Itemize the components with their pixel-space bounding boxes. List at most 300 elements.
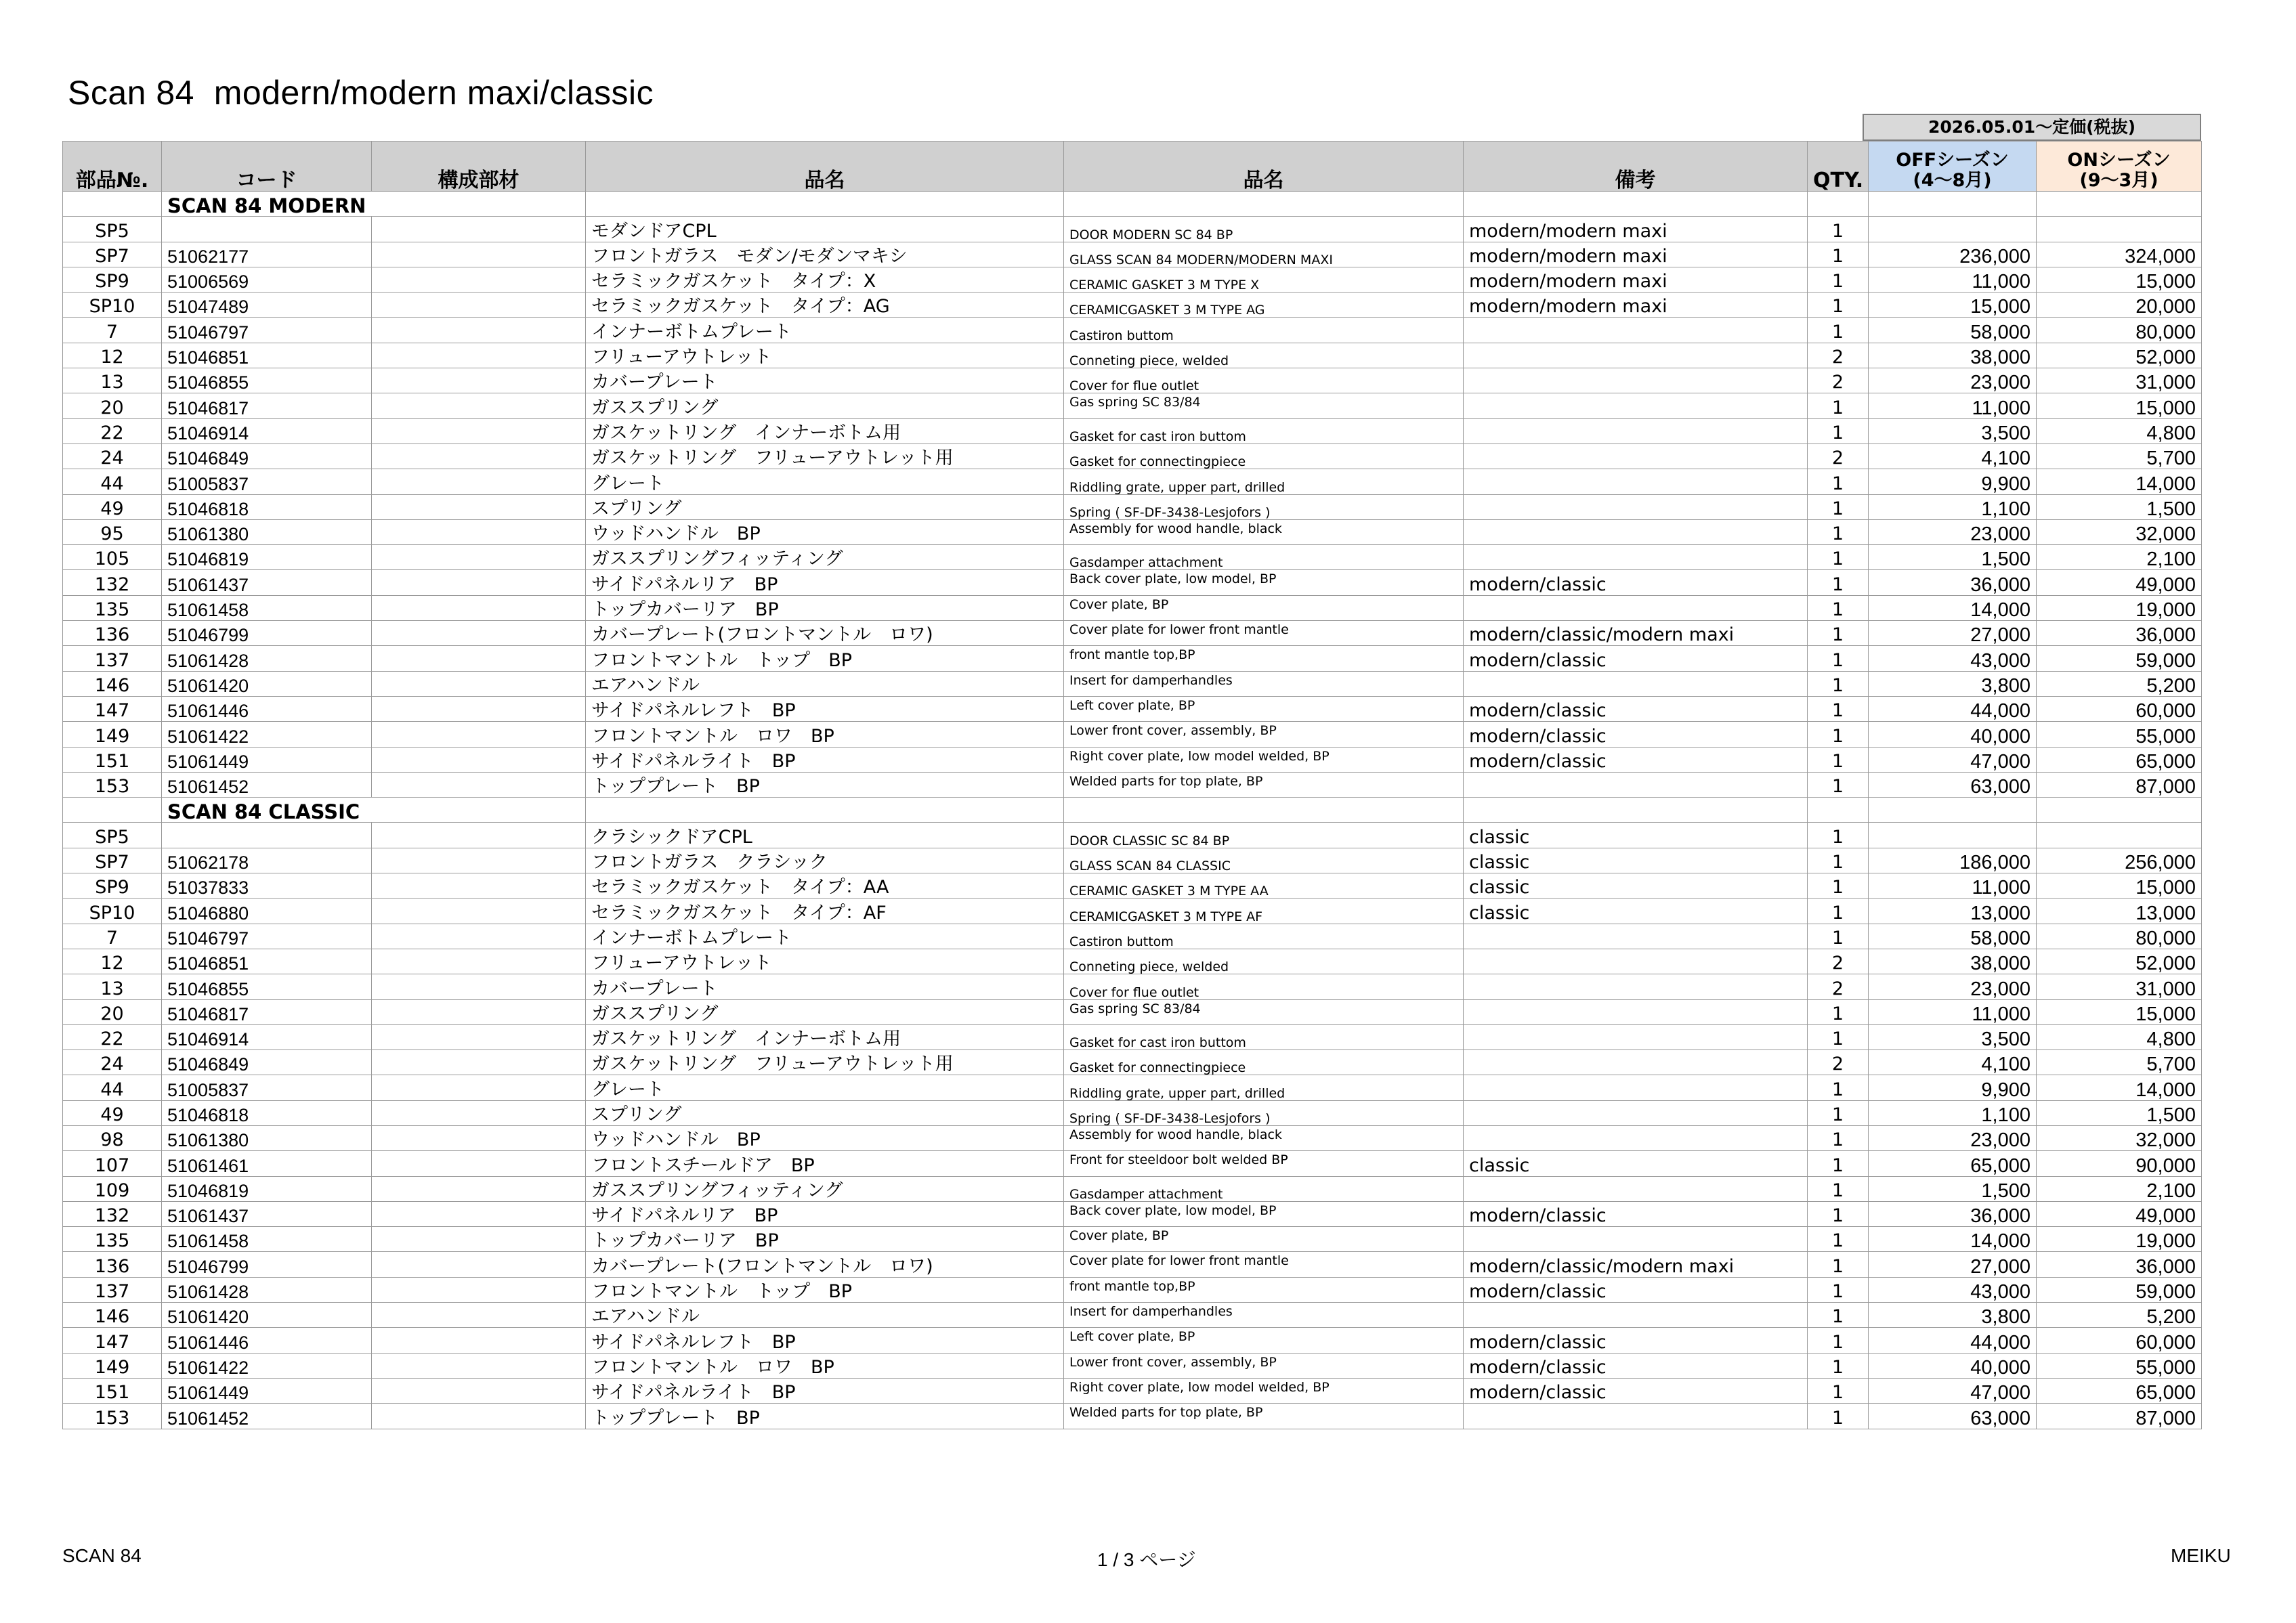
- remarks: modern/classic: [1464, 1201, 1808, 1226]
- on-season-price: 15,000: [2037, 267, 2202, 292]
- product-code: 51061461: [162, 1151, 372, 1176]
- component-cell: [372, 343, 586, 368]
- quantity: 1: [1808, 1151, 1869, 1176]
- part-number: 20: [63, 393, 162, 418]
- table-row: [63, 1227, 2202, 1252]
- remarks: [1464, 318, 1808, 343]
- quantity: 1: [1808, 1024, 1869, 1049]
- part-name-jp: クラシックドアCPL: [586, 823, 1064, 848]
- product-code: 51062178: [162, 848, 372, 873]
- on-season-price: 87,000: [2037, 772, 2202, 797]
- part-name-en: Left cover plate, BP: [1064, 696, 1464, 721]
- remarks: modern/modern maxi: [1464, 267, 1808, 292]
- table-row: [63, 1100, 2202, 1125]
- section-blank-cell: [63, 192, 162, 217]
- part-number: 49: [63, 1100, 162, 1125]
- off-season-price: 11,000: [1869, 267, 2037, 292]
- remarks: classic: [1464, 873, 1808, 899]
- product-code: 51061422: [162, 722, 372, 747]
- component-cell: [372, 1404, 586, 1429]
- section-blank-cell: [1808, 798, 1869, 823]
- table-row: [63, 343, 2202, 368]
- remarks: [1464, 974, 1808, 999]
- table-row: [63, 570, 2202, 595]
- quantity: 1: [1808, 696, 1869, 721]
- part-name-jp: サイドパネルライト BP: [586, 1378, 1064, 1403]
- product-code: 51061446: [162, 1328, 372, 1353]
- component-cell: [372, 1277, 586, 1302]
- part-name-jp: セラミックガスケット タイプ：AG: [586, 293, 1064, 318]
- table-row: [63, 443, 2202, 469]
- part-number: SP10: [63, 899, 162, 924]
- part-name-en: Gasket for cast iron buttom: [1064, 418, 1464, 443]
- off-season-price: 11,000: [1869, 393, 2037, 418]
- component-cell: [372, 1328, 586, 1353]
- on-season-price: 59,000: [2037, 646, 2202, 671]
- section-title: SCAN 84 CLASSIC: [162, 798, 586, 823]
- table-row: [63, 1024, 2202, 1049]
- off-season-price: 1,500: [1869, 545, 2037, 570]
- remarks: modern/classic: [1464, 747, 1808, 772]
- quantity: 1: [1808, 924, 1869, 949]
- part-name-jp: フロントマントル ロワ BP: [586, 1353, 1064, 1378]
- table-row: [63, 696, 2202, 721]
- part-name-jp: サイドパネルリア BP: [586, 570, 1064, 595]
- off-season-price: 27,000: [1869, 621, 2037, 646]
- quantity: 1: [1808, 545, 1869, 570]
- part-number: 12: [63, 949, 162, 974]
- remarks: [1464, 1050, 1808, 1075]
- remarks: [1464, 494, 1808, 519]
- part-number: 153: [63, 1404, 162, 1429]
- component-cell: [372, 393, 586, 418]
- off-season-price: 15,000: [1869, 293, 2037, 318]
- component-cell: [372, 267, 586, 292]
- off-season-months: (4～8月): [1913, 170, 1992, 191]
- off-season-price: 38,000: [1869, 343, 2037, 368]
- part-name-jp: サイドパネルレフト BP: [586, 1328, 1064, 1353]
- remarks: modern/classic/modern maxi: [1464, 621, 1808, 646]
- part-number: 44: [63, 469, 162, 494]
- table-row: [63, 823, 2202, 848]
- component-cell: [372, 1353, 586, 1378]
- part-name-jp: トップカバーリア BP: [586, 1227, 1064, 1252]
- component-cell: [372, 469, 586, 494]
- on-season-price: 80,000: [2037, 924, 2202, 949]
- product-code: 51046914: [162, 1024, 372, 1049]
- component-cell: [372, 772, 586, 797]
- quantity: 1: [1808, 1303, 1869, 1328]
- table-row: [63, 1125, 2202, 1150]
- product-code: 51046799: [162, 621, 372, 646]
- part-name-en: Gasket for cast iron buttom: [1064, 1024, 1464, 1049]
- table-row: [63, 1404, 2202, 1429]
- quantity: 2: [1808, 343, 1869, 368]
- remarks: modern/classic: [1464, 570, 1808, 595]
- table-row: [63, 974, 2202, 999]
- product-code: 51046914: [162, 418, 372, 443]
- part-name-en: Lower front cover, assembly, BP: [1064, 1353, 1464, 1378]
- on-season-price: 65,000: [2037, 1378, 2202, 1403]
- table-row: [63, 1201, 2202, 1226]
- on-season-price: 90,000: [2037, 1151, 2202, 1176]
- off-season-price: 65,000: [1869, 1151, 2037, 1176]
- col-header-name-jp: 品名: [586, 142, 1064, 192]
- product-code: 51061458: [162, 595, 372, 620]
- part-name-jp: スプリング: [586, 1100, 1064, 1125]
- table-row: [63, 267, 2202, 292]
- part-name-jp: トッププレート BP: [586, 1404, 1064, 1429]
- component-cell: [372, 873, 586, 899]
- component-cell: [372, 1252, 586, 1277]
- off-season-price: 36,000: [1869, 570, 2037, 595]
- off-season-price: 13,000: [1869, 899, 2037, 924]
- remarks: [1464, 1024, 1808, 1049]
- part-name-jp: ガススプリング: [586, 999, 1064, 1024]
- part-name-jp: ガススプリング: [586, 393, 1064, 418]
- quantity: 1: [1808, 772, 1869, 797]
- part-name-en: Gasdamper attachment: [1064, 545, 1464, 570]
- off-season-price: 4,100: [1869, 1050, 2037, 1075]
- product-code: 51061428: [162, 646, 372, 671]
- part-name-en: front mantle top,BP: [1064, 1277, 1464, 1302]
- product-code: 51046817: [162, 999, 372, 1024]
- quantity: 1: [1808, 1404, 1869, 1429]
- section-header-row: [63, 798, 2202, 823]
- section-blank-cell: [2037, 192, 2202, 217]
- col-header-part-no: 部品№.: [63, 142, 162, 192]
- part-number: 105: [63, 545, 162, 570]
- part-number: 7: [63, 924, 162, 949]
- table-row: [63, 1151, 2202, 1176]
- table-row: [63, 848, 2202, 873]
- part-name-jp: フロントマントル ロワ BP: [586, 722, 1064, 747]
- part-name-en: Gas spring SC 83/84: [1064, 393, 1464, 418]
- product-code: 51061449: [162, 747, 372, 772]
- table-row: [63, 595, 2202, 620]
- col-header-off-season: [1869, 142, 2037, 192]
- part-name-jp: フロントガラス クラシック: [586, 848, 1064, 873]
- on-season-price: 65,000: [2037, 747, 2202, 772]
- remarks: [1464, 772, 1808, 797]
- component-cell: [372, 1075, 586, 1100]
- off-season-price: 236,000: [1869, 242, 2037, 267]
- part-number: 13: [63, 974, 162, 999]
- quantity: 1: [1808, 1100, 1869, 1125]
- off-season-price: 3,800: [1869, 1303, 2037, 1328]
- remarks: modern/classic/modern maxi: [1464, 1252, 1808, 1277]
- table-row: [63, 999, 2202, 1024]
- product-code: 51046849: [162, 1050, 372, 1075]
- part-number: 137: [63, 646, 162, 671]
- part-number: SP9: [63, 873, 162, 899]
- table-row: [63, 1252, 2202, 1277]
- table-row: [63, 873, 2202, 899]
- component-cell: [372, 671, 586, 696]
- on-season-price: 32,000: [2037, 1125, 2202, 1150]
- component-cell: [372, 418, 586, 443]
- section-blank-cell: [1869, 192, 2037, 217]
- table-row: [63, 545, 2202, 570]
- component-cell: [372, 519, 586, 544]
- off-season-price: 1,100: [1869, 494, 2037, 519]
- remarks: [1464, 595, 1808, 620]
- quantity: 1: [1808, 494, 1869, 519]
- component-cell: [372, 293, 586, 318]
- off-season-price: 63,000: [1869, 772, 2037, 797]
- off-season-price: 23,000: [1869, 519, 2037, 544]
- product-code: 51046819: [162, 545, 372, 570]
- quantity: 1: [1808, 1201, 1869, 1226]
- component-cell: [372, 242, 586, 267]
- component-cell: [372, 823, 586, 848]
- remarks: [1464, 418, 1808, 443]
- part-number: 132: [63, 570, 162, 595]
- part-name-en: Cover plate for lower front mantle: [1064, 1252, 1464, 1277]
- on-season-price: 52,000: [2037, 949, 2202, 974]
- table-row: [63, 1328, 2202, 1353]
- on-season-price: 1,500: [2037, 1100, 2202, 1125]
- remarks: modern/classic: [1464, 722, 1808, 747]
- component-cell: [372, 1100, 586, 1125]
- component-cell: [372, 924, 586, 949]
- part-name-en: Cover plate, BP: [1064, 1227, 1464, 1252]
- remarks: classic: [1464, 848, 1808, 873]
- table-row: [63, 469, 2202, 494]
- product-code: 51061437: [162, 570, 372, 595]
- on-season-price: 55,000: [2037, 1353, 2202, 1378]
- on-season-price: 36,000: [2037, 1252, 2202, 1277]
- quantity: 1: [1808, 519, 1869, 544]
- off-season-price: 44,000: [1869, 1328, 2037, 1353]
- quantity: 1: [1808, 293, 1869, 318]
- part-number: SP7: [63, 848, 162, 873]
- on-season-price: 5,200: [2037, 671, 2202, 696]
- component-cell: [372, 949, 586, 974]
- remarks: classic: [1464, 823, 1808, 848]
- on-season-price: 55,000: [2037, 722, 2202, 747]
- table-row: [63, 1277, 2202, 1302]
- part-name-en: Lower front cover, assembly, BP: [1064, 722, 1464, 747]
- on-season-price: 20,000: [2037, 293, 2202, 318]
- quantity: 1: [1808, 646, 1869, 671]
- quantity: 1: [1808, 1227, 1869, 1252]
- part-name-en: Riddling grate, upper part, drilled: [1064, 1075, 1464, 1100]
- on-season-price: 31,000: [2037, 368, 2202, 393]
- quantity: 2: [1808, 949, 1869, 974]
- product-code: 51046819: [162, 1176, 372, 1201]
- part-number: 13: [63, 368, 162, 393]
- product-code: 51046880: [162, 899, 372, 924]
- component-cell: [372, 1125, 586, 1150]
- on-season-price: 2,100: [2037, 545, 2202, 570]
- quantity: 1: [1808, 242, 1869, 267]
- off-season-price: 9,900: [1869, 1075, 2037, 1100]
- table-row: [63, 747, 2202, 772]
- component-cell: [372, 646, 586, 671]
- part-name-en: Cover plate, BP: [1064, 595, 1464, 620]
- part-name-en: Cover for flue outlet: [1064, 974, 1464, 999]
- off-season-price: 186,000: [1869, 848, 2037, 873]
- footer-company: MEIKU: [2171, 1545, 2231, 1566]
- on-season-price: 60,000: [2037, 1328, 2202, 1353]
- product-code: 51046855: [162, 974, 372, 999]
- component-cell: [372, 1024, 586, 1049]
- on-season-price: 19,000: [2037, 595, 2202, 620]
- off-season-price: 44,000: [1869, 696, 2037, 721]
- part-number: SP7: [63, 242, 162, 267]
- off-season-price: 11,000: [1869, 999, 2037, 1024]
- quantity: 2: [1808, 443, 1869, 469]
- quantity: 1: [1808, 747, 1869, 772]
- product-code: 51046851: [162, 949, 372, 974]
- table-row: [63, 418, 2202, 443]
- component-cell: [372, 545, 586, 570]
- part-name-en: Conneting piece, welded: [1064, 949, 1464, 974]
- part-name-en: Right cover plate, low model welded, BP: [1064, 1378, 1464, 1403]
- quantity: 1: [1808, 595, 1869, 620]
- quantity: 1: [1808, 393, 1869, 418]
- quantity: 2: [1808, 974, 1869, 999]
- part-name-jp: トッププレート BP: [586, 772, 1064, 797]
- part-name-jp: ガスケットリング フリューアウトレット用: [586, 1050, 1064, 1075]
- footer-model: SCAN 84: [62, 1545, 142, 1566]
- product-code: 51061449: [162, 1378, 372, 1403]
- product-code: 51046849: [162, 443, 372, 469]
- remarks: [1464, 1075, 1808, 1100]
- part-name-jp: ガスケットリング インナーボトム用: [586, 1024, 1064, 1049]
- part-name-en: front mantle top,BP: [1064, 646, 1464, 671]
- part-number: 98: [63, 1125, 162, 1150]
- part-number: 49: [63, 494, 162, 519]
- part-number: 132: [63, 1201, 162, 1226]
- product-code: 51061452: [162, 1404, 372, 1429]
- remarks: modern/classic: [1464, 646, 1808, 671]
- part-name-jp: カバープレート: [586, 368, 1064, 393]
- part-name-en: Insert for damperhandles: [1064, 671, 1464, 696]
- on-season-price: 80,000: [2037, 318, 2202, 343]
- component-cell: [372, 368, 586, 393]
- on-season-price: 5,200: [2037, 1303, 2202, 1328]
- part-name-jp: インナーボトムプレート: [586, 318, 1064, 343]
- table-row: [63, 1176, 2202, 1201]
- part-name-en: CERAMICGASKET 3 M TYPE AG: [1064, 293, 1464, 318]
- section-blank-cell: [1464, 192, 1808, 217]
- table-row: [63, 1303, 2202, 1328]
- quantity: 1: [1808, 318, 1869, 343]
- part-name-jp: トップカバーリア BP: [586, 595, 1064, 620]
- part-number: 24: [63, 443, 162, 469]
- product-code: 51006569: [162, 267, 372, 292]
- on-season-price: 4,800: [2037, 418, 2202, 443]
- product-code: [162, 217, 372, 242]
- part-name-en: Spring ( SF-DF-3438-Lesjofors ): [1064, 1100, 1464, 1125]
- part-name-en: GLASS SCAN 84 MODERN/MODERN MAXI: [1064, 242, 1464, 267]
- product-code: 51061437: [162, 1201, 372, 1226]
- product-code: 51061422: [162, 1353, 372, 1378]
- part-number: SP10: [63, 293, 162, 318]
- part-name-en: Back cover plate, low model, BP: [1064, 570, 1464, 595]
- component-cell: [372, 318, 586, 343]
- remarks: [1464, 671, 1808, 696]
- part-number: 12: [63, 343, 162, 368]
- part-name-jp: ガスケットリング フリューアウトレット用: [586, 443, 1064, 469]
- part-name-jp: フロントマントル トップ BP: [586, 1277, 1064, 1302]
- part-name-jp: ガススプリングフィッティング: [586, 1176, 1064, 1201]
- on-season-price: 52,000: [2037, 343, 2202, 368]
- price-effective-header: 2026.05.01～定価(税抜): [1863, 114, 2201, 141]
- off-season-price: 27,000: [1869, 1252, 2037, 1277]
- part-number: 24: [63, 1050, 162, 1075]
- part-number: 20: [63, 999, 162, 1024]
- off-season-price: 9,900: [1869, 469, 2037, 494]
- off-season-price: [1869, 823, 2037, 848]
- part-name-jp: ウッドハンドル BP: [586, 1125, 1064, 1150]
- part-name-en: Cover for flue outlet: [1064, 368, 1464, 393]
- part-name-jp: フロントマントル トップ BP: [586, 646, 1064, 671]
- on-season-price: 324,000: [2037, 242, 2202, 267]
- product-code: 51046855: [162, 368, 372, 393]
- part-number: 135: [63, 1227, 162, 1252]
- off-season-label: OFFシーズン: [1896, 150, 2009, 171]
- product-code: 51061428: [162, 1277, 372, 1302]
- part-name-jp: ウッドハンドル BP: [586, 519, 1064, 544]
- part-number: 151: [63, 747, 162, 772]
- product-code: 51005837: [162, 1075, 372, 1100]
- part-name-jp: サイドパネルレフト BP: [586, 696, 1064, 721]
- part-name-jp: フリューアウトレット: [586, 949, 1064, 974]
- part-name-en: Back cover plate, low model, BP: [1064, 1201, 1464, 1226]
- section-blank-cell: [1464, 798, 1808, 823]
- quantity: 1: [1808, 999, 1869, 1024]
- off-season-price: 58,000: [1869, 924, 2037, 949]
- product-code: 51046797: [162, 924, 372, 949]
- component-cell: [372, 621, 586, 646]
- component-cell: [372, 570, 586, 595]
- remarks: [1464, 949, 1808, 974]
- remarks: [1464, 443, 1808, 469]
- on-season-price: 15,000: [2037, 393, 2202, 418]
- quantity: 1: [1808, 1075, 1869, 1100]
- part-number: 147: [63, 1328, 162, 1353]
- part-number: 109: [63, 1176, 162, 1201]
- remarks: [1464, 393, 1808, 418]
- product-code: 51061446: [162, 696, 372, 721]
- component-cell: [372, 1303, 586, 1328]
- on-season-price: 87,000: [2037, 1404, 2202, 1429]
- product-code: [162, 823, 372, 848]
- part-number: 135: [63, 595, 162, 620]
- quantity: 1: [1808, 1328, 1869, 1353]
- quantity: 1: [1808, 1252, 1869, 1277]
- remarks: [1464, 1227, 1808, 1252]
- part-number: 147: [63, 696, 162, 721]
- remarks: modern/classic: [1464, 1378, 1808, 1403]
- part-name-jp: セラミックガスケット タイプ：AF: [586, 899, 1064, 924]
- part-name-jp: カバープレート(フロントマントル ロワ): [586, 1252, 1064, 1277]
- product-code: 51061458: [162, 1227, 372, 1252]
- off-season-price: 14,000: [1869, 595, 2037, 620]
- col-header-component: 構成部材: [372, 142, 586, 192]
- part-name-jp: カバープレート(フロントマントル ロワ): [586, 621, 1064, 646]
- on-season-price: 59,000: [2037, 1277, 2202, 1302]
- table-row: [63, 494, 2202, 519]
- product-code: 51046817: [162, 393, 372, 418]
- part-name-jp: ガススプリングフィッティング: [586, 545, 1064, 570]
- off-season-price: 36,000: [1869, 1201, 2037, 1226]
- remarks: [1464, 545, 1808, 570]
- part-name-jp: セラミックガスケット タイプ：AA: [586, 873, 1064, 899]
